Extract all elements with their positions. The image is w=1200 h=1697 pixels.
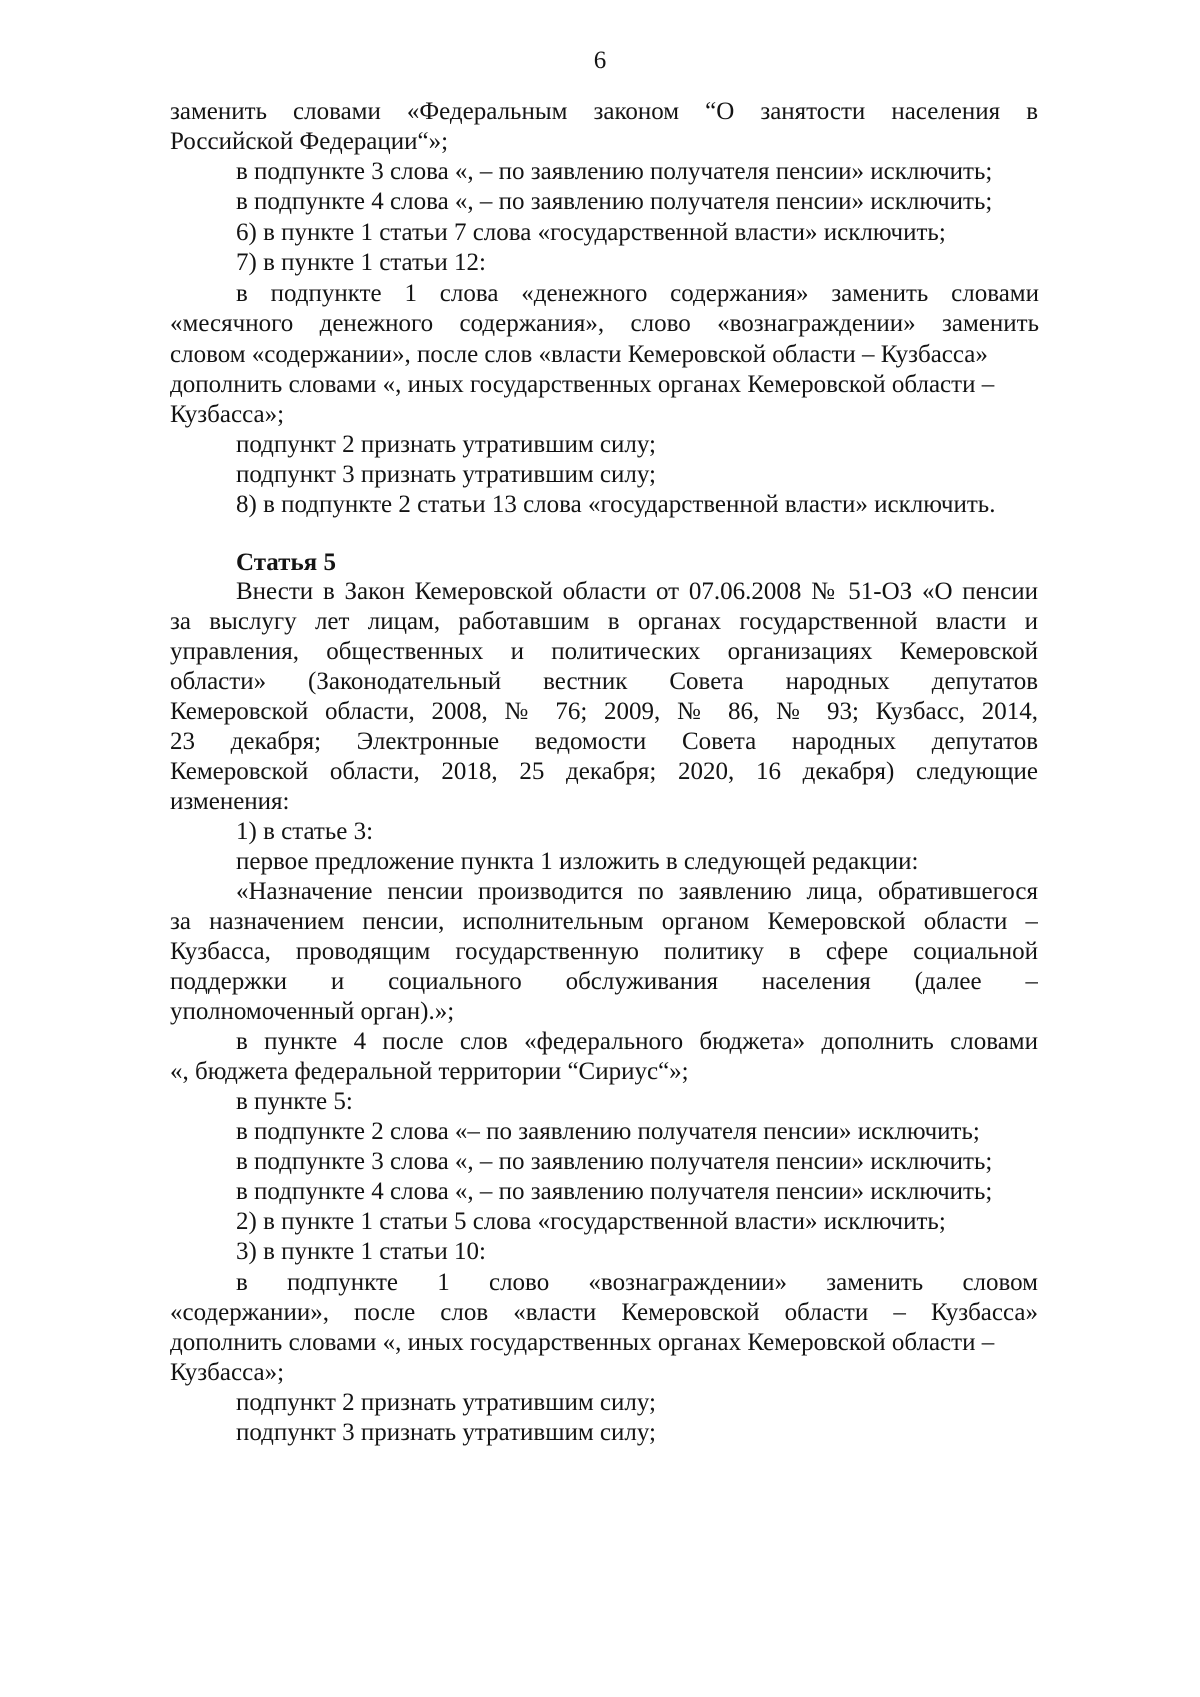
- text-line: подпункт 3 признать утратившим силу;: [236, 461, 656, 488]
- text-line: управления, общественных и политических организациях Кемеровской: [170, 638, 1038, 665]
- text-line: «Назначение пенсии производится по заявлению лица, обратившегося: [236, 878, 1038, 905]
- text-line: подпункт 2 признать утратившим силу;: [236, 1389, 656, 1416]
- text-line: в подпункте 3 слова «, – по заявлению получателя пенсии» исключить;: [236, 158, 993, 185]
- text-line: в пункте 5:: [236, 1088, 353, 1115]
- text-line: 6) в пункте 1 статьи 7 слова «государственной власти» исключить;: [236, 219, 946, 246]
- text-line: 8) в подпункте 2 статьи 13 слова «государственной власти» исключить.: [236, 491, 996, 518]
- text-line: дополнить словами «, иных государственных органах Кемеровской области –: [170, 371, 995, 398]
- text-line: первое предложение пункта 1 изложить в следующей редакции:: [236, 848, 919, 875]
- text-line: Российской Федерации“»;: [170, 128, 449, 155]
- text-line: в подпункте 2 слова «– по заявлению получателя пенсии» исключить;: [236, 1118, 980, 1145]
- text-line: изменения:: [170, 788, 290, 815]
- text-line: Кемеровской области, 2018, 25 декабря; 2020, 16 декабря) следующие: [170, 758, 1038, 785]
- text-line: 7) в пункте 1 статьи 12:: [236, 249, 486, 276]
- text-line: словом «содержании», после слов «власти Кемеровской области – Кузбасса»: [170, 341, 988, 368]
- text-line: «содержании», после слов «власти Кемеровской области – Кузбасса»: [170, 1299, 1038, 1326]
- page-number: 6: [593, 47, 607, 74]
- text-line: 3) в пункте 1 статьи 10:: [236, 1238, 486, 1265]
- text-line: Кемеровской области, 2008, № 76; 2009, № 86, № 93; Кузбасс, 2014,: [170, 698, 1038, 725]
- text-line: за выслугу лет лицам, работавшим в органах государственной власти и: [170, 608, 1038, 635]
- text-line: подпункт 2 признать утратившим силу;: [236, 431, 656, 458]
- text-line: Кузбасса»;: [170, 1359, 285, 1386]
- text-line: Кузбасса, проводящим государственную политику в сфере социальной: [170, 938, 1038, 965]
- article-heading: Статья 5: [236, 549, 336, 576]
- text-line: в подпункте 3 слова «, – по заявлению получателя пенсии» исключить;: [236, 1148, 993, 1175]
- text-line: в подпункте 1 слова «денежного содержания» заменить словами: [236, 280, 1039, 307]
- text-line: дополнить словами «, иных государственных органах Кемеровской области –: [170, 1329, 995, 1356]
- text-line: в подпункте 4 слова «, – по заявлению получателя пенсии» исключить;: [236, 1178, 993, 1205]
- text-line: Кузбасса»;: [170, 401, 285, 428]
- text-line: подпункт 3 признать утратившим силу;: [236, 1419, 656, 1446]
- text-line: в подпункте 1 слово «вознаграждении» заменить словом: [236, 1269, 1038, 1296]
- text-line: заменить словами «Федеральным законом “О занятости населения в: [170, 98, 1038, 125]
- text-line: Внести в Закон Кемеровской области от 07.06.2008 № 51-ОЗ «О пенсии: [236, 578, 1038, 605]
- text-line: в пункте 4 после слов «федерального бюджета» дополнить словами: [236, 1028, 1038, 1055]
- text-line: «месячного денежного содержания», слово «вознаграждении» заменить: [170, 310, 1039, 337]
- text-line: 2) в пункте 1 статьи 5 слова «государственной власти» исключить;: [236, 1208, 946, 1235]
- text-line: 23 декабря; Электронные ведомости Совета народных депутатов: [170, 728, 1038, 755]
- text-line: уполномоченный орган).»;: [170, 998, 455, 1025]
- text-line: «, бюджета федеральной территории “Сириус“»;: [170, 1058, 689, 1085]
- text-line: 1) в статье 3:: [236, 818, 374, 845]
- text-line: поддержки и социального обслуживания населения (далее –: [170, 968, 1038, 995]
- text-line: в подпункте 4 слова «, – по заявлению получателя пенсии» исключить;: [236, 188, 993, 215]
- text-line: за назначением пенсии, исполнительным органом Кемеровской области –: [170, 908, 1038, 935]
- text-line: области» (Законодательный вестник Совета народных депутатов: [170, 668, 1038, 695]
